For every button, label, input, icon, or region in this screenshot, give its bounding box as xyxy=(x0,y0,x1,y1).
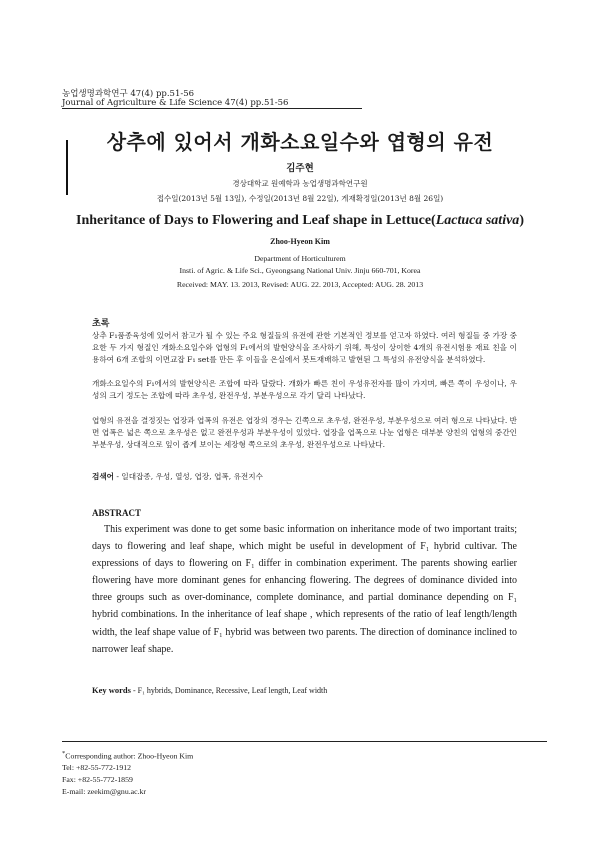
footnote-corresponding: *Corresponding author: Zhoo-Hyeon Kim xyxy=(62,750,194,761)
header-rule xyxy=(62,108,362,109)
title-en-main: Inheritance of Days to Flowering and Leaf shape in Lettuce( xyxy=(76,213,436,228)
abstract-ko-paragraph-1: 상추 F₁품종육성에 있어서 참고가 될 수 있는 주요 형질들의 유전에 관한 기본적인 정보를 얻고자 하였다. 여러 형질들 중 가장 중요한 두 가지 형질인 개화소요일수와 엽형의 F₁에서의 발현양식을 조사하기 위해, 특성이 상이한 4개의 유전시험용 재료 친을 이용하여 6개 조합의 이면교잡 F₁ set를 만든 후 이들을 온실에서 봇트재배하고 발현된 그 특성의 유전양식을 분석하였다. xyxy=(92,331,517,364)
footnote-email: E-mail: zeekim@gnu.ac.kr xyxy=(62,787,147,796)
abstract-en-heading: ABSTRACT xyxy=(92,508,142,518)
footnote-rule xyxy=(62,741,547,742)
author-ko: 김주현 xyxy=(286,163,314,174)
abstract-en-body: This experiment was done to get some basic information on inheritance mode of two important traits; days to flowering and leaf shape, which might be useful in development of F₁ hybrid cultivar. The expressions of days to flowering on F₁ differ in combination experiment. The parents showing earlier flowering have more dominant genes for enhancing flowering. The degrees of dominance divided into three groups such as over-dominance, complete dominance, and partial dominance depending on F₁ hybrid combinations. In the inheritance of leaf shape , which represents of the ratio of leaf length/length width, the leaf shape value of F₁ hybrid was between two parents. The direction of dominance inclined to narrower leaf shape. xyxy=(92,524,517,655)
affiliation-ko: 경상대학교 원예학과 농업생명과학연구원 xyxy=(232,179,368,188)
keywords-ko xyxy=(92,471,263,482)
abstract-ko-paragraph-3: 엽형의 유전을 결정짓는 엽장과 엽폭의 유전은 엽장의 경우는 긴쪽으로 초우성, 완전우성, 부분우성으로 여러 형으로 나타났다. 반면 엽폭은 넓은 쪽으로 초우성은 없고 완전우성과 부분우성이 있었다. 엽장을 엽폭으로 나눈 엽형은 대부분 양친의 엽형의 중간인 부분우성, 상대적으로 잎이 좁게 보이는 세장형 쪽으로의 초우성, 완전우성으로 나타났다. xyxy=(92,416,517,449)
keywords-en-text: - F₁ hybrids, Dominance, Recessive, Leaf length, Leaf width xyxy=(130,686,328,695)
journal-header-ko: 농업생명과학연구 47(4) pp.51-56 xyxy=(62,89,195,99)
keywords-en-label: Key words xyxy=(92,685,131,695)
title-en-close: ) xyxy=(519,213,524,228)
footnote-corresponding-text: Corresponding author: Zhoo-Hyeon Kim xyxy=(65,751,194,761)
paper-title-ko: 상추에 있어서 개화소요일수와 엽형의 유전 xyxy=(106,130,494,154)
paper-title-en xyxy=(0,213,600,229)
title-en-species: Lactuca sativa xyxy=(435,213,520,228)
dates-ko: 접수일(2013년 5월 13일), 수정일(2013년 8월 22일), 게재확정일(2013년 8월 26일) xyxy=(156,194,444,203)
dates-en: Received: MAY. 13. 2013, Revised: AUG. 22. 2013, Accepted: AUG. 28. 2013 xyxy=(176,280,424,289)
affiliation-en-inst: Insti. of Agric. & Life Sci., Gyeongsang National Univ. Jinju 660-701, Korea xyxy=(179,266,421,275)
keywords-en xyxy=(92,685,327,695)
footnote-fax: Fax: +82-55-772-1859 xyxy=(62,775,133,784)
abstract-ko-paragraph-2: 개화소요일수의 F₁에서의 발현양식은 조합에 따라 달랐다. 개화가 빠른 친이 우성유전자를 많이 가지며, 빠른 쪽이 우성이나, 우성의 크기 정도는 조합에 따라 초우성, 완전우성, 부분우성으로 각기 달리 나타났다. xyxy=(92,379,517,400)
journal-header-en: Journal of Agriculture & Life Science 47(4) pp.51-56 xyxy=(62,98,289,108)
keywords-ko-label: 검색어 xyxy=(92,472,115,481)
affiliation-en-dept: Department of Horticulturem xyxy=(254,254,346,263)
author-en: Zhoo-Hyeon Kim xyxy=(270,237,330,246)
keywords-ko-text: - 일대잡종, 우성, 열성, 엽장, 엽폭, 유전지수 xyxy=(114,472,263,481)
footnote-tel: Tel: +82-55-772-1912 xyxy=(62,763,132,772)
abstract-ko-heading: 초록 xyxy=(92,319,110,329)
